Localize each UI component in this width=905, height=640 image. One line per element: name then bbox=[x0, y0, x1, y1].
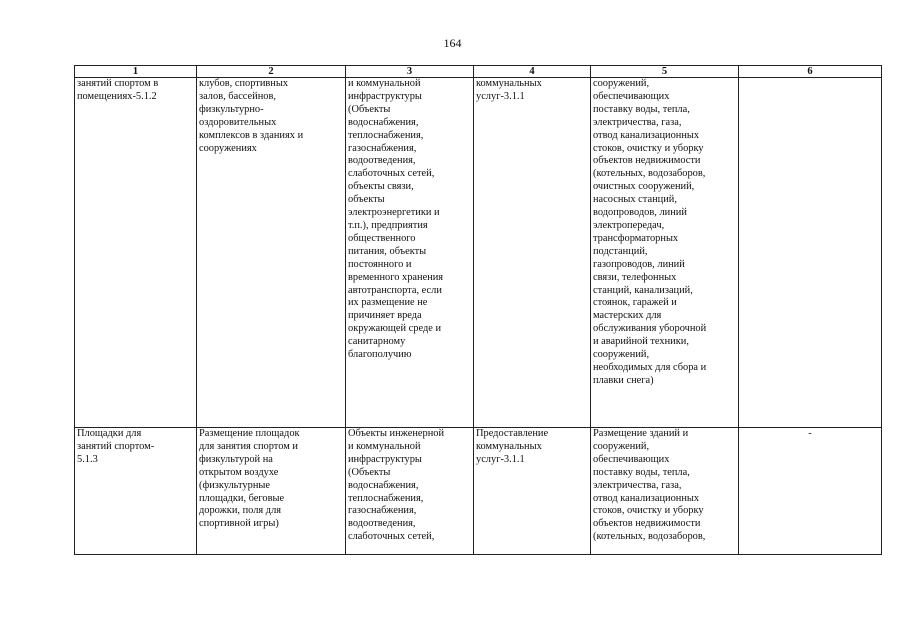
cell-text: коммунальных услуг-3.1.1 bbox=[476, 78, 542, 102]
cell-text: - bbox=[808, 428, 812, 439]
cell-text: занятий спортом в помещениях-5.1.2 bbox=[77, 78, 159, 102]
cell-text: Предоставление коммунальных услуг-3.1.1 bbox=[476, 428, 549, 465]
cell-text: Объекты инженерной и коммунальной инфраструктуры (Объекты водоснабжения, теплоснабжения, газоснабжения, водоотведения, слаботочных сетей, bbox=[348, 428, 445, 543]
page-number: 164 bbox=[443, 36, 462, 50]
table-cell bbox=[474, 78, 591, 428]
column-header-3: 3 bbox=[346, 66, 474, 78]
column-header-6: 6 bbox=[739, 66, 882, 78]
table-cell bbox=[474, 428, 591, 555]
table-cell bbox=[591, 428, 739, 555]
cell-text: и коммунальной инфраструктуры (Объекты водоснабжения, теплоснабжения, газоснабжения, водоотведения, слаботочных сетей, объекты связи, объекты электроэнергетики и т.п.), предприятия общественного питания, объекты постоянного и временного хранения автотранспорта, если их размещение не причиняет вреда окружающей среде и санитарному благополучию bbox=[348, 78, 444, 361]
cell-text: Размещение зданий и сооружений, обеспечивающих поставку воды, тепла, электричества, газа, отвод канализационных стоков, очистку и уборку объектов недвижимости (котельных, водозаборов, bbox=[593, 428, 706, 543]
column-header-5: 5 bbox=[591, 66, 739, 78]
cell-text: Площадки для занятий спортом- 5.1.3 bbox=[77, 428, 155, 465]
column-header-2: 2 bbox=[197, 66, 346, 78]
cell-text: сооружений, обеспечивающих поставку воды, тепла, электричества, газа, отвод канализационных стоков, очистку и уборку объектов недвижимости (котельных, водозаборов, очистных сооружений, насосных станций, водопроводов, линий электропередач, трансформаторных подстанций, газопроводов, линий связи, телефонных станций, канализаций, стоянок, гаражей и мастерских для обслуживания уборочной и аварийной техники, сооружений, необходимых для сбора и плавки снега) bbox=[593, 78, 707, 386]
document-table bbox=[74, 65, 882, 555]
cell-text: клубов, спортивных залов, бассейнов, физкультурно- оздоровительных комплексов в зданиях и сооружениях bbox=[199, 78, 304, 154]
table-cell bbox=[591, 78, 739, 428]
table-cell bbox=[197, 78, 346, 428]
column-header-1: 1 bbox=[75, 66, 197, 78]
table-cell bbox=[75, 428, 197, 555]
table-cell bbox=[346, 78, 474, 428]
table-row bbox=[75, 78, 882, 428]
table-row bbox=[75, 428, 882, 555]
table-header-row bbox=[75, 66, 882, 78]
table-cell bbox=[739, 78, 882, 428]
table-cell bbox=[75, 78, 197, 428]
cell-text: Размещение площадок для занятия спортом и физкультурой на открытом воздухе (физкультурные площадки, беговые дорожки, поля для спортивной игры) bbox=[199, 428, 300, 530]
table-cell bbox=[346, 428, 474, 555]
column-header-4: 4 bbox=[474, 66, 591, 78]
table-cell bbox=[739, 428, 882, 555]
table-cell bbox=[197, 428, 346, 555]
